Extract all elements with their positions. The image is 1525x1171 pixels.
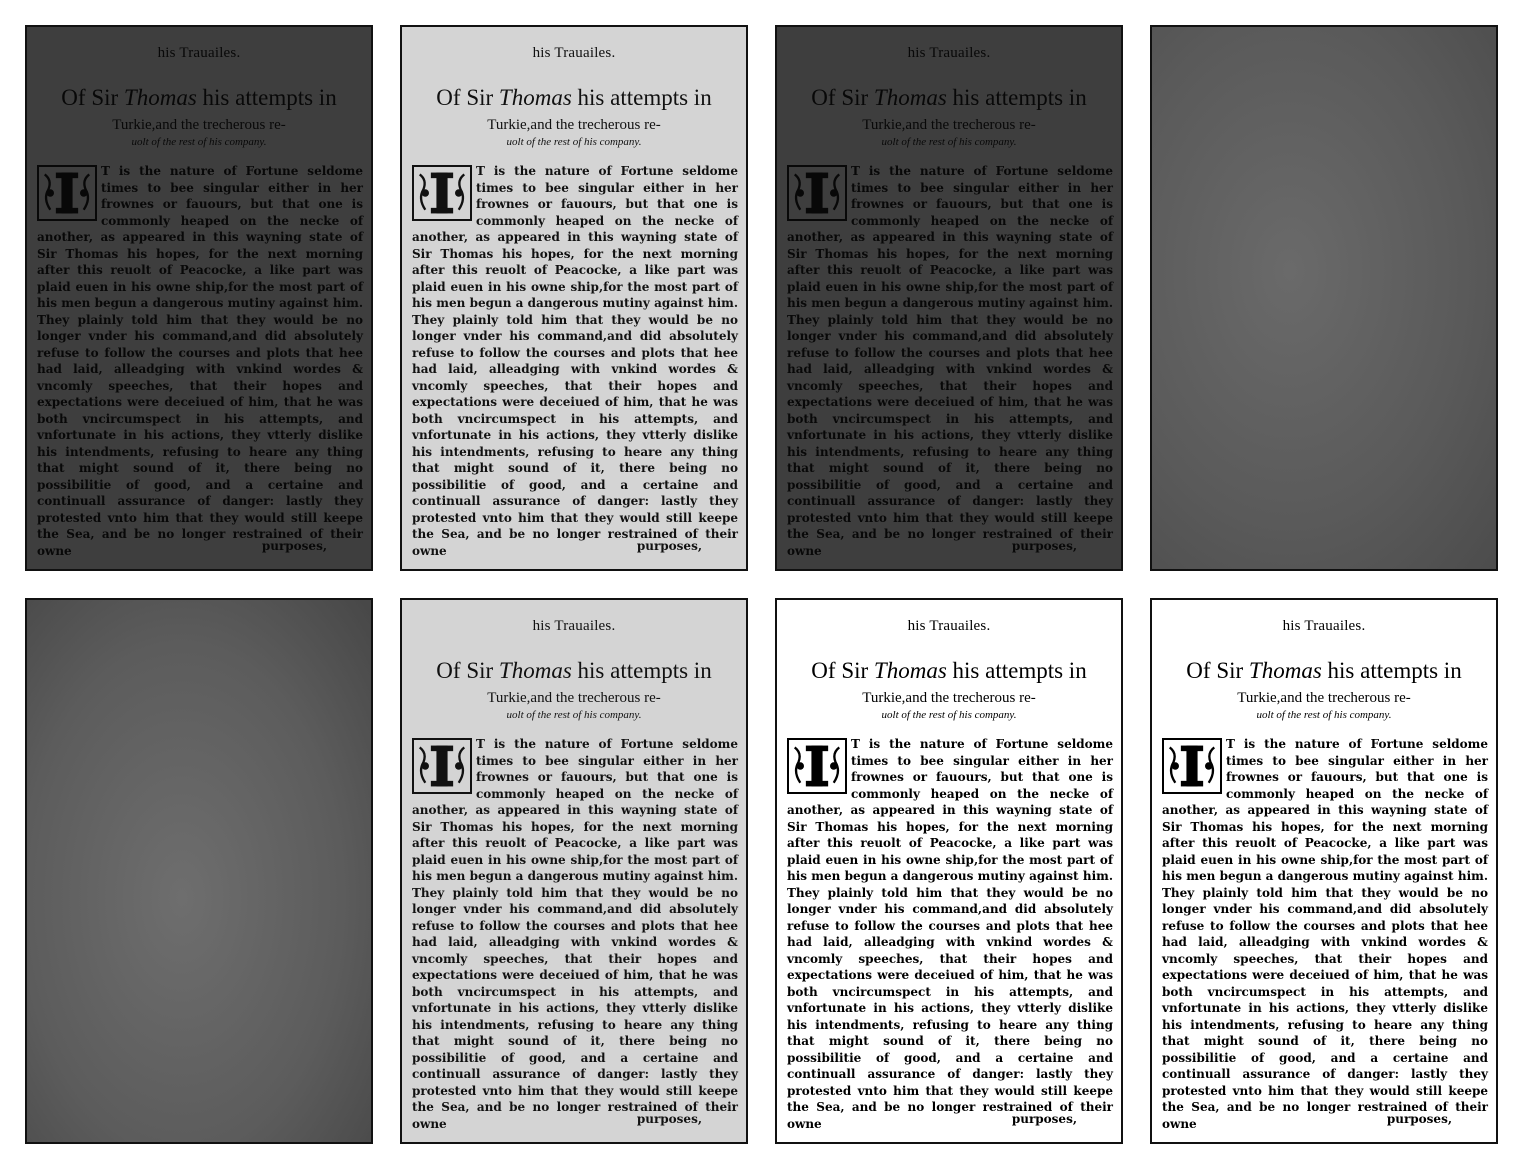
chapter-title: Of Sir Thomas his attempts in — [436, 85, 712, 110]
chapter-title: Of Sir Thomas his attempts in — [1186, 658, 1462, 683]
body-paragraph: T is the nature of Fortune seldome times to bee singular either in her frownes or fauours, but that one is commonly heaped on the necke of another, as appeared in this wayning state of Sir Thomas his hopes, for the next morning after this reuolt of Peacocke, a like part was plaid euen in his owne ship,for the most part of his men begun a dangerous mutiny against him. They plainly told him that they would be no longer vnder his command,and did absolutely refuse to follow the courses and plots that hee had laid, alleadging with vnkind wordes & vncomly speeches, that their hopes and expectations were deceiued of him, that he was both vncircumspect in his attempts, and vnfortunate in his actions, they vtterly dislike his intendments, refusing to heare any thing that might sound of it, there being no possibilitie of good, and a certaine and continuall assurance of danger: lastly they protested vnto him that they would still keepe the Sea, and be no longer restrained of their owne — [37, 164, 363, 558]
running-head: his Trauailes. — [532, 618, 616, 634]
body-paragraph: T is the nature of Fortune seldome times to bee singular either in her frownes or fauours, but that one is commonly heaped on the necke of another, as appeared in this wayning state of Sir Thomas his hopes, for the next morning after this reuolt of Peacocke, a like part was plaid euen in his owne ship,for the most part of his men begun a dangerous mutiny against him. They plainly told him that they would be no longer vnder his command,and did absolutely refuse to follow the courses and plots that hee had laid, alleadging with vnkind wordes & vncomly speeches, that their hopes and expectations were deceiued of him, that he was both vncircumspect in his attempts, and vnfortunate in his actions, they vtterly dislike his intendments, refusing to heare any thing that might sound of it, there being no possibilitie of good, and a certaine and continuall assurance of danger: lastly they protested vnto him that they would still keepe the Sea, and be no longer restrained of their owne — [1162, 737, 1488, 1131]
body-paragraph: T is the nature of Fortune seldome times to bee singular either in her frownes or fauours, but that one is commonly heaped on the necke of another, as appeared in this wayning state of Sir Thomas his hopes, for the next morning after this reuolt of Peacocke, a like part was plaid euen in his owne ship,for the most part of his men begun a dangerous mutiny against him. They plainly told him that they would be no longer vnder his command,and did absolutely refuse to follow the courses and plots that hee had laid, alleadging with vnkind wordes & vncomly speeches, that their hopes and expectations were deceiued of him, that he was both vncircumspect in his attempts, and vnfortunate in his actions, they vtterly dislike his intendments, refusing to heare any thing that might sound of it, there being no possibilitie of good, and a certaine and continuall assurance of danger: lastly they protested vnto him that they would still keepe the Sea, and be no longer restrained of their owne — [787, 737, 1113, 1131]
page-content — [1152, 600, 1496, 1142]
chapter-subtitle-italic: uolt of the rest of his company. — [131, 136, 267, 148]
chapter-subtitle: Turkie,and the trecherous re- — [862, 690, 1036, 706]
chapter-subtitle: Turkie,and the trecherous re- — [487, 690, 661, 706]
closing-word: purposes, — [636, 1112, 702, 1126]
page-panel-3 — [775, 25, 1123, 571]
chapter-title: Of Sir Thomas his attempts in — [61, 85, 337, 110]
running-head: his Trauailes. — [1282, 618, 1366, 634]
chapter-subtitle-italic: uolt of the rest of his company. — [881, 136, 1017, 148]
running-head: his Trauailes. — [532, 45, 616, 61]
page-content — [777, 27, 1121, 569]
chapter-subtitle-italic: uolt of the rest of his company. — [1256, 709, 1392, 721]
chapter-title: Of Sir Thomas his attempts in — [436, 658, 712, 683]
chapter-subtitle: Turkie,and the trecherous re- — [112, 117, 286, 133]
chapter-subtitle-italic: uolt of the rest of his company. — [506, 136, 642, 148]
page-panel-7 — [775, 598, 1123, 1144]
chapter-subtitle: Turkie,and the trecherous re- — [487, 117, 661, 133]
page-panel-6 — [400, 598, 748, 1144]
closing-word: purposes, — [1011, 539, 1077, 553]
closing-word: purposes, — [636, 539, 702, 553]
chapter-title: Of Sir Thomas his attempts in — [811, 658, 1087, 683]
running-head: his Trauailes. — [907, 45, 991, 61]
page-content — [777, 600, 1121, 1142]
body-paragraph: T is the nature of Fortune seldome times to bee singular either in her frownes or fauours, but that one is commonly heaped on the necke of another, as appeared in this wayning state of Sir Thomas his hopes, for the next morning after this reuolt of Peacocke, a like part was plaid euen in his owne ship,for the most part of his men begun a dangerous mutiny against him. They plainly told him that they would be no longer vnder his command,and did absolutely refuse to follow the courses and plots that hee had laid, alleadging with vnkind wordes & vncomly speeches, that their hopes and expectations were deceiued of him, that he was both vncircumspect in his attempts, and vnfortunate in his actions, they vtterly dislike his intendments, refusing to heare any thing that might sound of it, there being no possibilitie of good, and a certaine and continuall assurance of danger: lastly they protested vnto him that they would still keepe the Sea, and be no longer restrained of their owne — [787, 164, 1113, 558]
page-panel-1 — [25, 25, 373, 571]
chapter-subtitle-italic: uolt of the rest of his company. — [881, 709, 1017, 721]
running-head: his Trauailes. — [157, 45, 241, 61]
body-paragraph: T is the nature of Fortune seldome times to bee singular either in her frownes or fauours, but that one is commonly heaped on the necke of another, as appeared in this wayning state of Sir Thomas his hopes, for the next morning after this reuolt of Peacocke, a like part was plaid euen in his owne ship,for the most part of his men begun a dangerous mutiny against him. They plainly told him that they would be no longer vnder his command,and did absolutely refuse to follow the courses and plots that hee had laid, alleadging with vnkind wordes & vncomly speeches, that their hopes and expectations were deceiued of him, that he was both vncircumspect in his attempts, and vnfortunate in his actions, they vtterly dislike his intendments, refusing to heare any thing that might sound of it, there being no possibilitie of good, and a certaine and continuall assurance of danger: lastly they protested vnto him that they would still keepe the Sea, and be no longer restrained of their owne — [412, 164, 738, 558]
closing-word: purposes, — [1386, 1112, 1452, 1126]
page-panel-4-blank — [1150, 25, 1498, 571]
page-panel-5-blank — [25, 598, 373, 1144]
chapter-subtitle: Turkie,and the trecherous re- — [862, 117, 1036, 133]
chapter-subtitle: Turkie,and the trecherous re- — [1237, 690, 1411, 706]
body-paragraph: T is the nature of Fortune seldome times to bee singular either in her frownes or fauours, but that one is commonly heaped on the necke of another, as appeared in this wayning state of Sir Thomas his hopes, for the next morning after this reuolt of Peacocke, a like part was plaid euen in his owne ship,for the most part of his men begun a dangerous mutiny against him. They plainly told him that they would be no longer vnder his command,and did absolutely refuse to follow the courses and plots that hee had laid, alleadging with vnkind wordes & vncomly speeches, that their hopes and expectations were deceiued of him, that he was both vncircumspect in his attempts, and vnfortunate in his actions, they vtterly dislike his intendments, refusing to heare any thing that might sound of it, there being no possibilitie of good, and a certaine and continuall assurance of danger: lastly they protested vnto him that they would still keepe the Sea, and be no longer restrained of their owne — [412, 737, 738, 1131]
closing-word: purposes, — [1011, 1112, 1077, 1126]
chapter-title: Of Sir Thomas his attempts in — [811, 85, 1087, 110]
page-panel-8 — [1150, 598, 1498, 1144]
page-panel-2 — [400, 25, 748, 571]
chapter-subtitle-italic: uolt of the rest of his company. — [506, 709, 642, 721]
page-content — [402, 600, 746, 1142]
page-content — [402, 27, 746, 569]
running-head: his Trauailes. — [907, 618, 991, 634]
closing-word: purposes, — [261, 539, 327, 553]
page-content — [27, 27, 371, 569]
